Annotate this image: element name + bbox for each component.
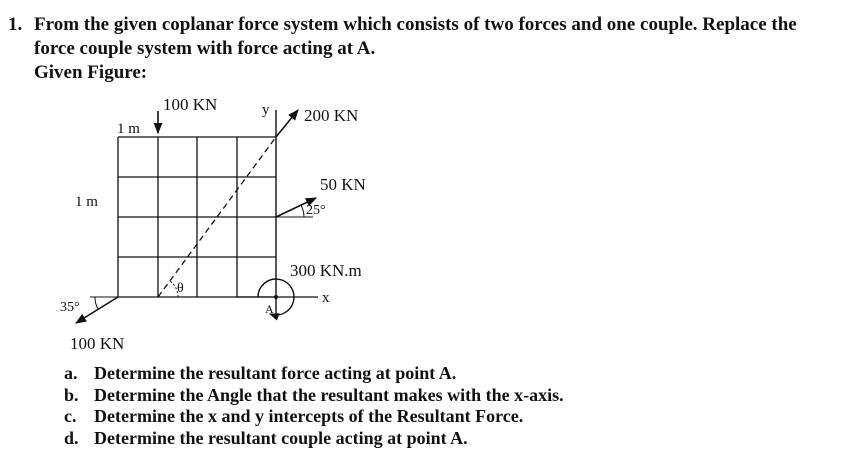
sub-questions xyxy=(64,363,564,449)
sub-question-a: a. Determine the resultant force acting at point A. xyxy=(64,363,457,383)
label-100kn-bottom: 100 KN xyxy=(70,334,125,353)
question-number: 1. xyxy=(8,14,23,35)
given-figure-label: Given Figure: xyxy=(34,62,148,83)
sub-question-b: b. Determine the Angle that the resultant makes with the x-axis. xyxy=(64,384,564,405)
label-point-a: A xyxy=(265,302,274,316)
label-200kn: 200 KN xyxy=(304,106,359,125)
dimension-1m-horizontal: 1 m xyxy=(117,121,140,137)
arrow-200kn xyxy=(276,110,298,137)
sub-question-d: d. Determine the resultant couple acting at point A. xyxy=(64,427,468,448)
label-50kn: 50 KN xyxy=(320,175,366,194)
grid xyxy=(118,137,276,297)
point-a-marker xyxy=(274,295,278,299)
label-100kn-top: 100 KN xyxy=(163,95,218,114)
question-line-2: force couple system with force acting at A. xyxy=(34,38,376,59)
arrow-100kn-bottom xyxy=(76,297,118,323)
y-axis-label: y xyxy=(262,102,270,118)
label-25-degrees: 25° xyxy=(306,203,326,218)
sub-question-c: c. Determine the x and y intercepts of the Resultant Force. xyxy=(64,406,524,426)
label-theta: θ xyxy=(177,281,184,296)
label-35-degrees: 35° xyxy=(60,300,80,315)
dimension-1m-vertical: 1 m xyxy=(75,194,98,210)
label-300kn-m: 300 KN.m xyxy=(290,261,362,280)
angle-arc-35 xyxy=(95,297,98,309)
angle-arc-25 xyxy=(301,205,304,217)
x-axis-label: x xyxy=(322,290,330,306)
question-line-1: From the given coplanar force system which consists of two forces and one couple. Replace the xyxy=(34,14,797,35)
